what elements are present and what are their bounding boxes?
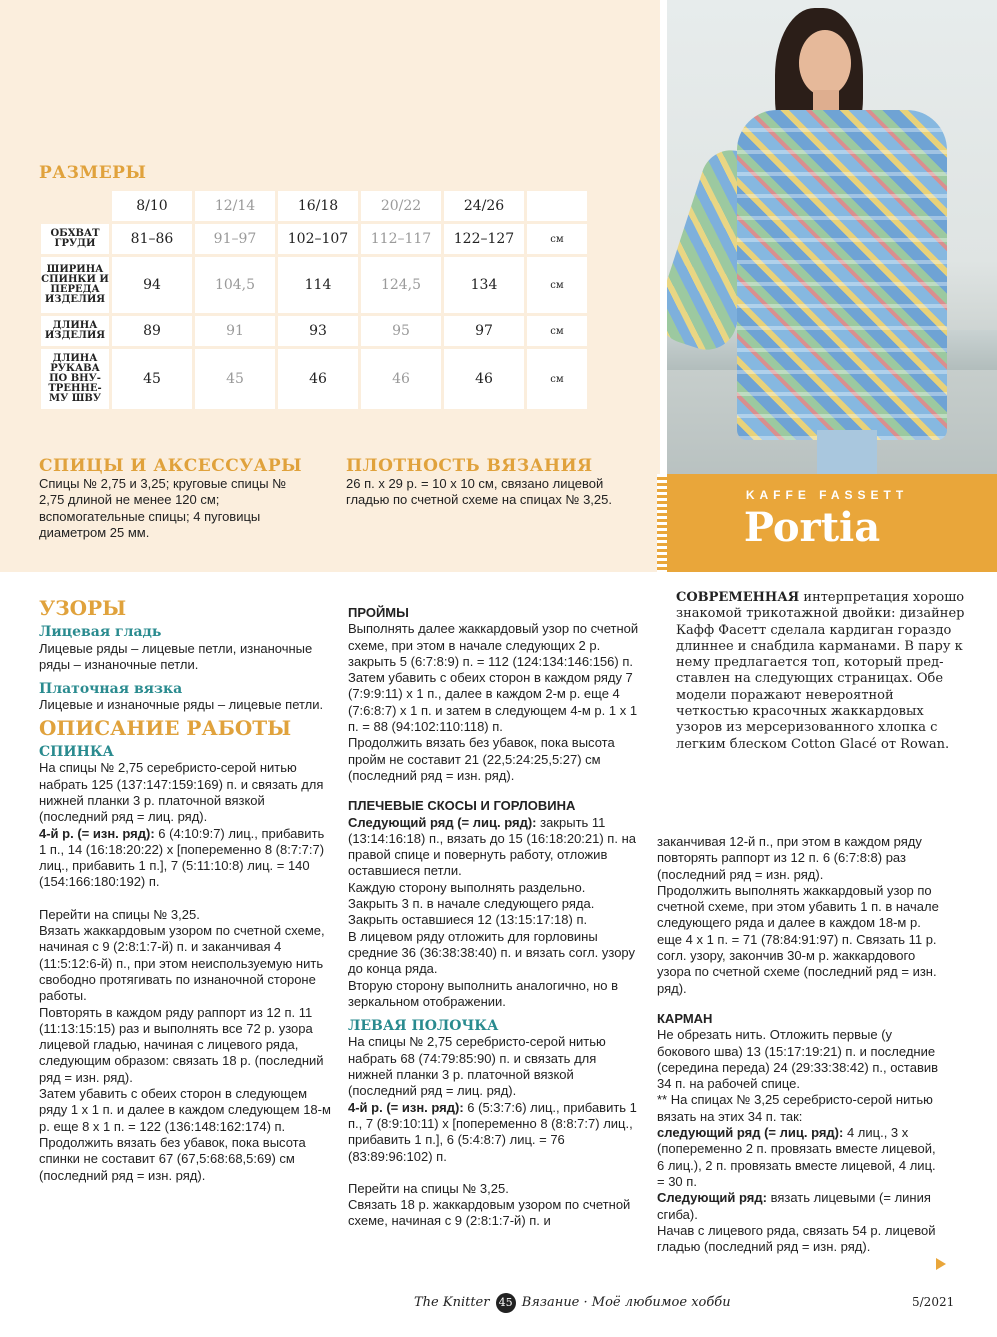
armholes-text-3: Продолжить вязать без убавок, пока высота пройм не составит 21 (22,5:24:25,5:27) см (последний ряд = изн. ряд). bbox=[348, 735, 615, 783]
size-header: 8/10 bbox=[112, 191, 192, 221]
shoulders-text-3: Закрыть 3 п. в начале следующего ряда. bbox=[348, 896, 595, 912]
pocket-text-3 bbox=[657, 1125, 945, 1190]
cell: 45 bbox=[195, 349, 275, 409]
column-1 bbox=[39, 596, 331, 1184]
intro-text: интерпретация хорошо знакомой трикотажной двойки: дизайнер Кафф Фасетт сделала кардиган гораздо длиннее и снабдила карманами. В пару к нему предлагается топ, который представлен на следующих страницах. Обе модели поражают невероятной четкостью красочных жаккардовых узоров из мерсеризованного хлопка с легким блеском Cotton Glacé от Rowan. bbox=[676, 590, 965, 752]
shoulders-heading: ПЛЕЧЕВЫЕ СКОСЫ И ГОРЛОВИНА bbox=[348, 798, 576, 814]
work-heading: ОПИСАНИЕ РАБОТЫ bbox=[39, 715, 292, 740]
unit-header bbox=[527, 191, 587, 221]
left-front-text-1: На спицы № 2,75 серебристо-серой нитью набрать 68 (74:79:85:90) п. и связать для нижней планки 3 р. платочной вязкой (последний ряд = лиц. ряд). bbox=[348, 1034, 606, 1099]
left-front-text-4: Связать 18 р. жаккардовым узором по счетной схеме, начиная с 9 (2:8:1:7-й) п. и bbox=[348, 1197, 631, 1229]
left-front-heading: ЛЕВАЯ ПОЛОЧКА bbox=[348, 1018, 499, 1035]
unit-cell: см bbox=[527, 349, 587, 409]
stockinette-heading: Лицевая гладь bbox=[39, 624, 162, 641]
pocket-text-1: Не обрезать нить. Отложить первые (у бокового шва) 13 (15:17:19:21) п. и последние (середина переда) 24 (29:33:38:42) п., оставив 34 п. на рабочей спице. bbox=[657, 1027, 939, 1092]
back-row4-text: 6 (4:10:9:7) лиц., прибавить 1 п., 14 (16:18:20:22) х [попеременно 8 (8:7:7:7) лиц., прибавить 1 п.], 7 (5:11:10:8) лиц. = 140 (154:166:180:192) п. bbox=[39, 825, 325, 890]
armholes-heading: ПРОЙМЫ bbox=[348, 605, 409, 620]
pocket-next-text: вязать лицевыми (= линия сгиба). bbox=[657, 1190, 931, 1222]
shoulders-row-label: Следующий ряд (= лиц. ряд): bbox=[348, 814, 537, 830]
designer-name: KAFFE FASSETT bbox=[745, 488, 909, 502]
cell: 45 bbox=[112, 349, 192, 409]
page-number: 45 bbox=[496, 1293, 516, 1313]
row-label: ШИРИНА СПИНКИ И ПЕРЕДА ИЗДЕЛИЯ bbox=[41, 257, 109, 313]
unit-cell: см bbox=[527, 224, 587, 254]
cell: 46 bbox=[361, 349, 441, 409]
pocket-row-text: 4 лиц., 3 х (попеременно 2 п. провязать вместе лицевой, 6 лиц.), 2 п. провязать вместе лицевой, 4 лиц. = 30 п. bbox=[657, 1125, 936, 1189]
brand-band bbox=[657, 474, 997, 572]
shoulders-text-6: Вторую сторону выполнить аналогично, но в зеркальном отображении. bbox=[348, 977, 619, 1009]
shoulders-text-2: Каждую сторону выполнять раздельно. bbox=[348, 879, 586, 895]
footer-brand-line bbox=[414, 1293, 731, 1313]
footer-brand: The Knitter bbox=[414, 1295, 490, 1310]
cell: 81–86 bbox=[112, 224, 192, 254]
continued-text-2: Продолжить выполнять жаккардовый узор по счетной схеме, при этом убавить 1 п. в начале следующего ряда и далее в каждом 18-м р. еще 4 х 1 п. = 71 (78:84:91:97) п. Связать 11 р. согл. узору, закончив 30-м р. жаккардового узора по счетной схеме (последний ряд = изн. ряд). bbox=[657, 882, 939, 996]
pattern-title: Portia bbox=[743, 504, 881, 551]
unit-cell: см bbox=[527, 316, 587, 346]
table-row bbox=[41, 224, 587, 254]
cell: 94 bbox=[112, 257, 192, 313]
row-label: ДЛИНА ИЗДЕЛИЯ bbox=[41, 316, 109, 346]
back-text-4: Вязать жаккардовым узором по счетной схеме, начиная с 9 (2:8:1:7-й) п. и заканчивая 4 (11:5:12:6-й) п., при этом неиспользуемую нить свободно протягивать по изнаночной стороне работы. bbox=[39, 923, 325, 1004]
cell: 91 bbox=[195, 316, 275, 346]
issue-number: 5/2021 bbox=[912, 1295, 955, 1309]
left-row4-label: 4-й р. (= изн. ряд): bbox=[348, 1099, 464, 1115]
corner-cell bbox=[41, 191, 109, 221]
model-face bbox=[799, 30, 851, 96]
continue-arrow-icon bbox=[936, 1258, 946, 1270]
left-front-text-3: Перейти на спицы № 3,25. bbox=[348, 1180, 509, 1196]
pocket-text-5: Начав с лицевого ряда, связать 54 р. лицевой гладью (последний ряд = изн. ряд). bbox=[657, 1222, 936, 1255]
cell: 122–127 bbox=[444, 224, 524, 254]
unit-cell: см bbox=[527, 257, 587, 313]
sizes-header-row bbox=[41, 191, 587, 221]
model-photo bbox=[667, 0, 997, 474]
back-text-1: На спицы № 2,75 серебристо-серой нитью набрать 125 (137:147:159:169) п. и связать для нижней планки 3 р. платочной вязкой (последний ряд = лиц. ряд). bbox=[39, 760, 324, 825]
cell: 134 bbox=[444, 257, 524, 313]
cell: 89 bbox=[112, 316, 192, 346]
back-text-5: Повторять в каждом ряду раппорт из 12 п. 11 (11:13:15:15) раз и выполнять все 72 р. узора лицевой гладью, начиная с лицевого ряда, следующим образом: связать 18 р. (последний ряд = изн. ряд). bbox=[39, 1004, 324, 1085]
table-row bbox=[41, 349, 587, 409]
table-row bbox=[41, 316, 587, 346]
back-heading: СПИНКА bbox=[39, 744, 114, 761]
sizes-table bbox=[38, 188, 590, 412]
continued-text-1: заканчивая 12-й п., при этом в каждом ряду повторять раппорт из 12 п. 6 (6:7:8:8) раз (последний ряд = изн. ряд). bbox=[657, 834, 922, 882]
pocket-next-label: Следующий ряд: bbox=[657, 1190, 767, 1206]
pocket-text-4 bbox=[657, 1190, 945, 1223]
cell: 46 bbox=[444, 349, 524, 409]
shoulders-text-4: Закрыть оставшиеся 12 (13:15:17:18) п. bbox=[348, 912, 588, 928]
footer-tagline: Вязание · Моё любимое хобби bbox=[521, 1295, 731, 1310]
shoulders-row-text: закрыть 11 (13:14:16:18) п., вязать до 15 (16:18:20:21) п. на правой спице и повернуть работу, отложив оставшиеся петли. bbox=[348, 814, 636, 879]
column-2 bbox=[348, 605, 640, 1230]
stockinette-text: Лицевые ряды – лицевые петли, изнаночные ряды – изнаночные петли. bbox=[39, 640, 313, 672]
cell: 104,5 bbox=[195, 257, 275, 313]
pocket-row-label: следующий ряд (= лиц. ряд): bbox=[657, 1125, 844, 1141]
back-row4-label: 4-й р. (= изн. ряд): bbox=[39, 825, 155, 841]
cardigan bbox=[737, 110, 947, 440]
cell: 97 bbox=[444, 316, 524, 346]
page-footer bbox=[0, 1293, 997, 1313]
cell: 124,5 bbox=[361, 257, 441, 313]
cell: 91–97 bbox=[195, 224, 275, 254]
table-row bbox=[41, 257, 587, 313]
shoulders-text-5: В лицевом ряду отложить для горловины средние 36 (36:38:38:40) п. и вязать согл. узору до конца ряда. bbox=[348, 928, 636, 977]
pocket-heading: КАРМАН bbox=[657, 1010, 713, 1026]
needles-text: Спицы № 2,75 и 3,25; круговые спицы № 2,75 длиной не менее 120 см; вспомогательные спицы; 4 пуговицы диаметром 25 мм. bbox=[39, 476, 287, 541]
pocket-text-2: ** На спицах № 3,25 серебристо-серой нитью вязать на этих 34 п. так: bbox=[657, 1092, 933, 1124]
size-header: 20/22 bbox=[361, 191, 441, 221]
size-header: 12/14 bbox=[195, 191, 275, 221]
shoulders-text-1 bbox=[348, 815, 640, 880]
armholes-text-1: Выполнять далее жаккардовый узор по счетной схеме, при этом в начале следующих 2 р. закрыть 5 (6:7:8:9) п. = 112 (124:134:146:156) п. bbox=[348, 621, 639, 669]
cell: 114 bbox=[278, 257, 358, 313]
back-text-7: Продолжить вязать без убавок, пока высота спинки не составит 67 (67,5:68:68,5:69) см (последний ряд = изн. ряд). bbox=[39, 1134, 306, 1183]
intro-paragraph bbox=[676, 590, 966, 753]
cell: 46 bbox=[278, 349, 358, 409]
row-label: ОБХВАТ ГРУДИ bbox=[41, 224, 109, 254]
armholes-text-2: Затем убавить с обеих сторон в каждом ряду 7 (7:9:9:11) х 1 п., далее в каждом 2-м р. еще 4 (7:6:8:7) х 1 п. и затем в следующем 4-м р. 1 х 1 п. = 88 (94:102:110:118) п. bbox=[348, 670, 638, 735]
column-3 bbox=[657, 834, 945, 1255]
left-row4-text: 6 (5:3:7:6) лиц., прибавить 1 п., 7 (8:9:10:11) х [попеременно 8 (8:8:7:7) лиц., прибавить 1 п.], 6 (5:4:8:7) лиц. = 76 (83:89:96:102) п. bbox=[348, 1099, 637, 1164]
size-header: 24/26 bbox=[444, 191, 524, 221]
garter-text: Лицевые и изнаночные ряды – лицевые петли. bbox=[39, 697, 324, 713]
back-text-6: Затем убавить с обеих сторон в следующем ряду 1 х 1 п. и далее в каждом следующем 18-м р. еще 8 х 1 п. = 122 (136:148:162:174) п. bbox=[39, 1086, 331, 1134]
row-label: ДЛИНА РУКАВА ПО ВНУ-ТРЕННЕ-МУ ШВУ bbox=[41, 349, 109, 409]
patterns-heading: УЗОРЫ bbox=[39, 596, 127, 620]
gauge-text: 26 п. х 29 р. = 10 х 10 см, связано лицевой гладью по счетной схеме на спицах № 3,25. bbox=[346, 476, 612, 508]
intro-lead: СОВРЕМЕННАЯ bbox=[676, 590, 800, 605]
cell: 112–117 bbox=[361, 224, 441, 254]
cell: 93 bbox=[278, 316, 358, 346]
garter-heading: Платочная вязка bbox=[39, 681, 183, 698]
needles-heading: СПИЦЫ И АКСЕССУАРЫ bbox=[39, 456, 303, 476]
sizes-heading: РАЗМЕРЫ bbox=[39, 163, 147, 183]
gauge-heading: ПЛОТНОСТЬ ВЯЗАНИЯ bbox=[346, 456, 593, 476]
model-jeans bbox=[817, 430, 877, 474]
size-header: 16/18 bbox=[278, 191, 358, 221]
cell: 102–107 bbox=[278, 224, 358, 254]
back-text-2 bbox=[39, 826, 331, 891]
back-text-3: Перейти на спицы № 3,25. bbox=[39, 906, 200, 922]
left-front-text-2 bbox=[348, 1100, 640, 1165]
cell: 95 bbox=[361, 316, 441, 346]
